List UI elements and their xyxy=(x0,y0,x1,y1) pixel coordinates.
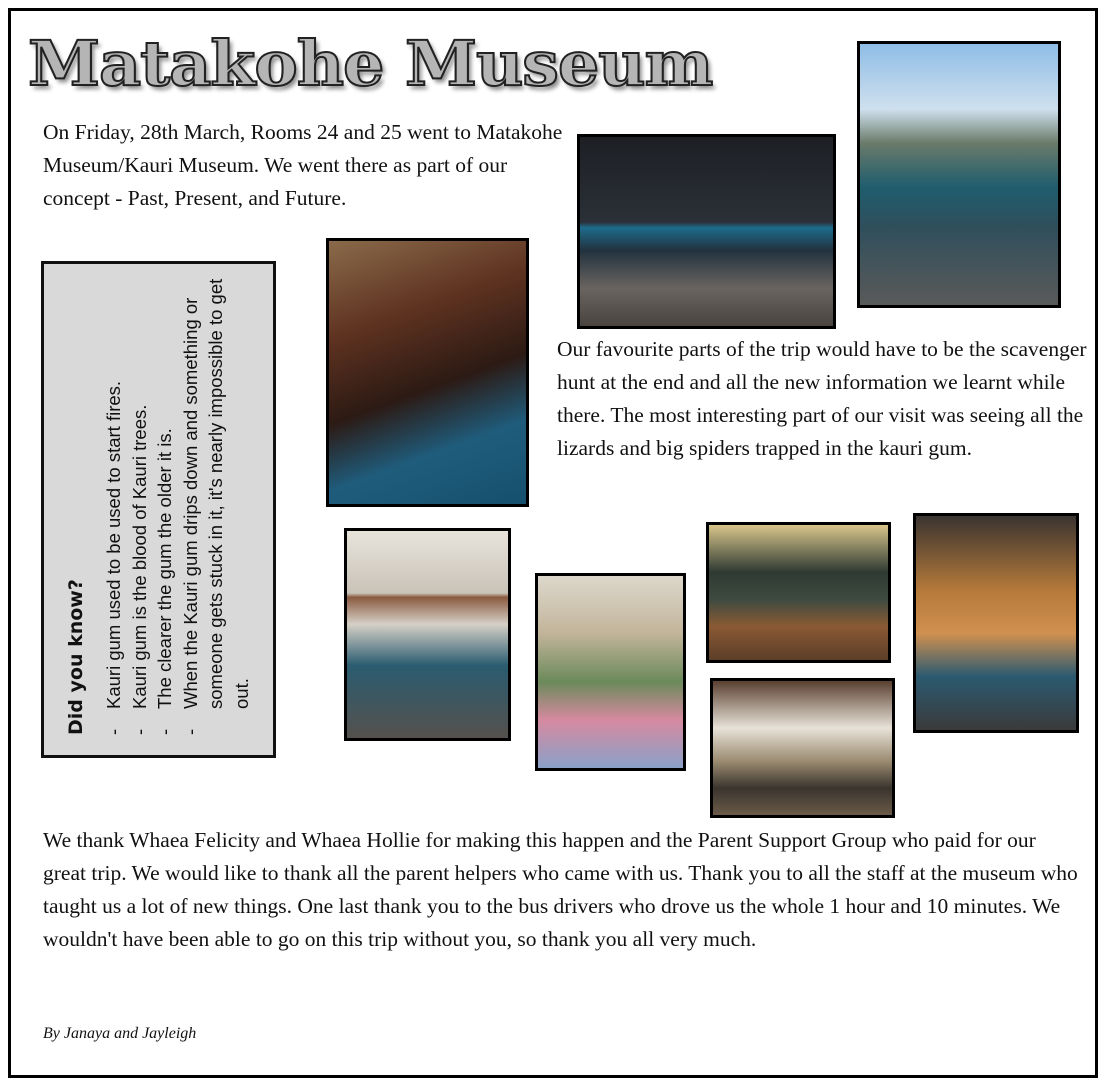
photo-display-cabinet xyxy=(913,513,1079,733)
page-title: Matakohe Museum xyxy=(28,27,713,100)
fact-item: - The clearer the gum the older it is. xyxy=(152,278,178,735)
thanks-paragraph: We thank Whaea Felicity and Whaea Hollie for making this happen and the Parent Support Group who paid for our great trip. We would like to thank all the parent helpers who came with us. Thank you to all the staff at the museum who taught us a lot of new things. One last thank you to the bus drivers who drove us the whole 1 hour and 10 minutes. We wouldn't have been able to go on this trip without you, so thank you all very much. xyxy=(43,828,1078,951)
photo-kauri-log xyxy=(326,238,529,507)
did-you-know-heading: Did you know? xyxy=(65,579,87,735)
intro-paragraph: On Friday, 28th March, Rooms 24 and 25 went to Matakohe Museum/Kauri Museum. We went there as part of our concept - Past, Present, and Future. xyxy=(43,120,563,210)
photo-exhibit-hall xyxy=(710,678,895,818)
favourite-paragraph: Our favourite parts of the trip would have to be the scavenger hunt at the end and all the new information we learnt while there. The most interesting part of our visit was seeing all the lizards and big spiders trapped in the kauri gum. xyxy=(557,337,1087,460)
photo-gallery-exhibit xyxy=(577,134,836,329)
fact-item: - Kauri gum used to be used to start fires. xyxy=(101,278,127,735)
photo-classroom xyxy=(706,522,891,663)
did-you-know-box xyxy=(41,261,276,758)
fact-item: - When the Kauri gum drips down and something or someone gets stuck in it, it's nearly impossible to get out. xyxy=(178,278,255,735)
photo-tree-rings xyxy=(344,528,511,741)
photo-painted-cutout xyxy=(535,573,686,771)
byline: By Janaya and Jayleigh xyxy=(43,1025,197,1042)
photo-outdoor-group xyxy=(857,41,1061,308)
fact-item: - Kauri gum is the blood of Kauri trees. xyxy=(127,278,153,735)
